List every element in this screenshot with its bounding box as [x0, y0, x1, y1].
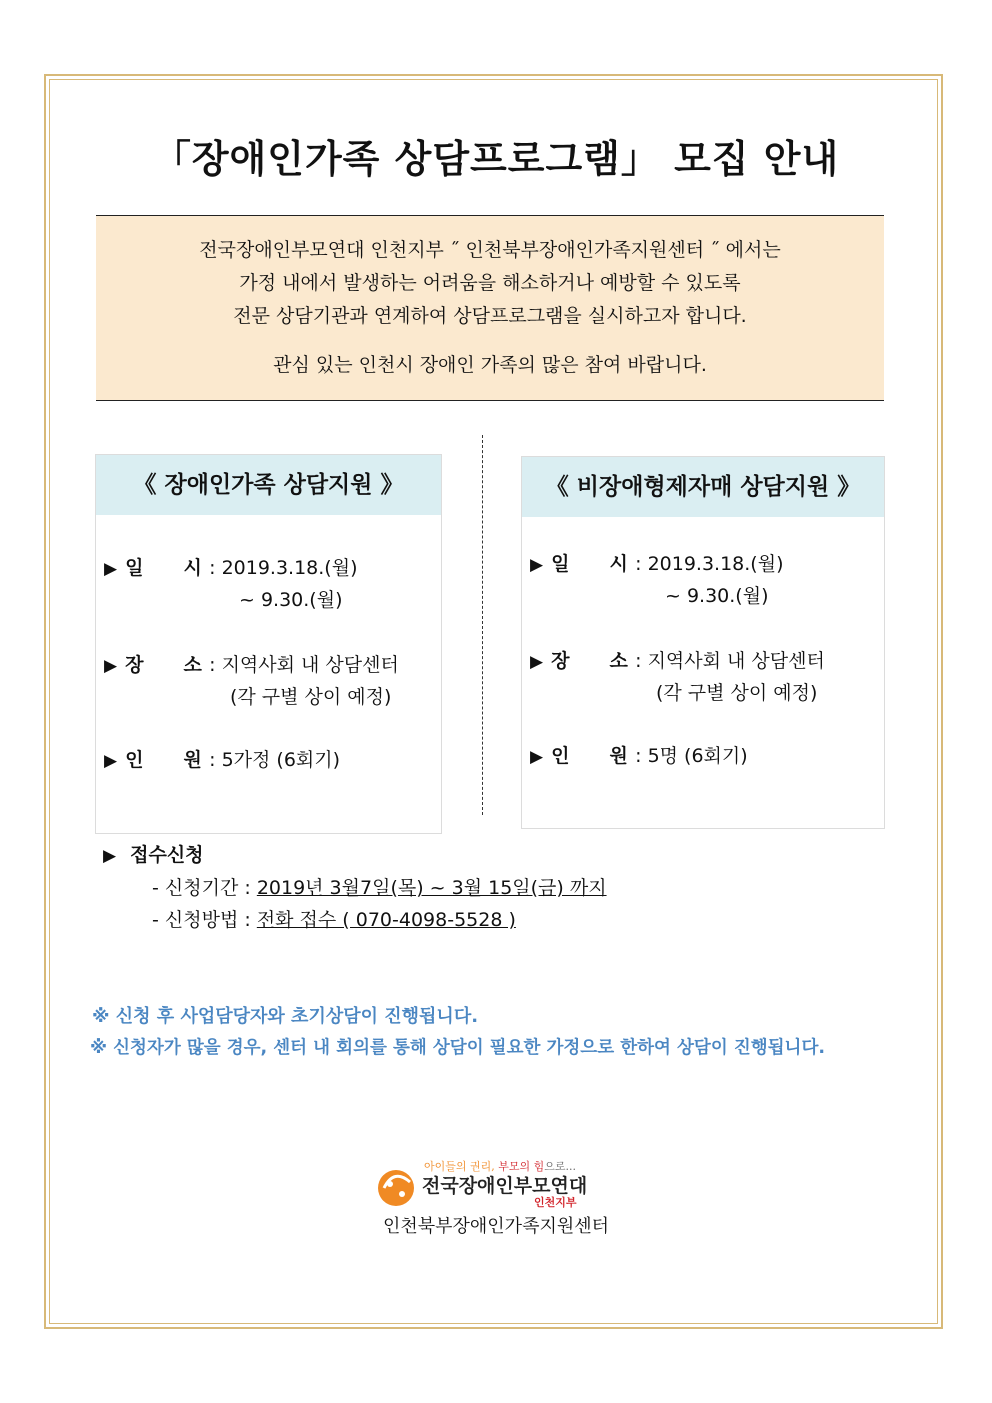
intro-line: 가정 내에서 발생하는 어려움을 해소하거나 예방할 수 있도록 [239, 272, 741, 294]
place-key: 장 소 [125, 654, 202, 676]
arrow-bullet-icon: ▶ [104, 656, 118, 676]
intro-box [96, 215, 884, 401]
sibling-counsel-panel [521, 456, 885, 829]
center-name: 인천북부장애인가족지원센터 [382, 1216, 610, 1237]
page-title: 「장애인가족 상담프로그램」 모집 안내 [152, 137, 840, 181]
logo-name: 전국장애인부모연대 [422, 1175, 588, 1197]
application-heading [103, 840, 204, 867]
panel-heading: 《 장애인가족 상담지원 》 [96, 455, 441, 515]
place-value: : 지역사회 내 상담센터 [209, 654, 399, 676]
logo-tagline-c: 으로... [544, 1160, 577, 1173]
logo-tagline-b: 부모의 힘 [498, 1160, 545, 1173]
place-row [530, 646, 825, 673]
family-counsel-panel [95, 454, 442, 834]
people-value: : 5가정 (6회기) [209, 749, 341, 771]
period-value: 2019년 3월7일(목) ~ 3월 15일(금) 까지 [256, 877, 607, 899]
place-continuation: (각 구별 상이 예정) [656, 682, 818, 704]
application-title: 접수신청 [130, 844, 204, 866]
date-value: : 2019.3.18.(월) [635, 553, 784, 575]
arrow-bullet-icon: ▶ [104, 751, 118, 771]
date-row [104, 553, 357, 580]
application-period [152, 873, 607, 900]
date-value: : 2019.3.18.(월) [209, 557, 358, 579]
date-continuation: ~ 9.30.(월) [665, 585, 769, 607]
people-key: 인 원 [125, 749, 202, 771]
place-row [104, 650, 399, 677]
logo-emblem-icon [374, 1158, 614, 1208]
organization-logo [374, 1158, 614, 1208]
panel-heading: 《 비장애형제자매 상담지원 》 [522, 457, 884, 517]
method-value: 전화 접수 ( 070-4098-5528 ) [256, 909, 516, 931]
application-method [152, 905, 516, 932]
arrow-bullet-icon: ▶ [103, 846, 117, 866]
date-continuation: ~ 9.30.(월) [239, 589, 343, 611]
place-continuation: (각 구별 상이 예정) [230, 686, 392, 708]
intro-line: 전문 상담기관과 연계하여 상담프로그램을 실시하고자 합니다. [233, 305, 747, 327]
arrow-bullet-icon: ▶ [104, 559, 118, 579]
method-label: - 신청방법 : [152, 909, 251, 931]
intro-line: 전국장애인부모연대 인천지부 ˝ 인천북부장애인가족지원센터 ˝ 에서는 [199, 239, 781, 261]
date-row [530, 549, 783, 576]
logo-branch: 인천지부 [534, 1196, 577, 1208]
date-key: 일 시 [125, 557, 202, 579]
people-row [530, 741, 748, 768]
arrow-bullet-icon: ▶ [530, 555, 544, 575]
notice-initial-consult: ※ 신청 후 사업담당자와 초기상담이 진행됩니다. [92, 1006, 479, 1027]
notice-selection: ※ 신청자가 많을 경우, 센터 내 회의를 통해 상담이 필요한 가정으로 한하여 상담이 진행됩니다. [90, 1038, 825, 1058]
people-key: 인 원 [551, 745, 628, 767]
date-key: 일 시 [551, 553, 628, 575]
arrow-bullet-icon: ▶ [530, 652, 544, 672]
arrow-bullet-icon: ▶ [530, 747, 544, 767]
logo-tagline-a: 아이들의 권리, [424, 1160, 499, 1173]
people-value: : 5명 (6회기) [635, 745, 748, 767]
svg-text:아이들의 권리, 부모의 힘으로... [424, 1159, 576, 1173]
people-row [104, 745, 340, 772]
period-label: - 신청기간 : [152, 877, 251, 899]
place-value: : 지역사회 내 상담센터 [635, 650, 825, 672]
panel-divider [482, 435, 483, 815]
place-key: 장 소 [551, 650, 628, 672]
intro-line: 관심 있는 인천시 장애인 가족의 많은 참여 바랍니다. [273, 354, 707, 376]
